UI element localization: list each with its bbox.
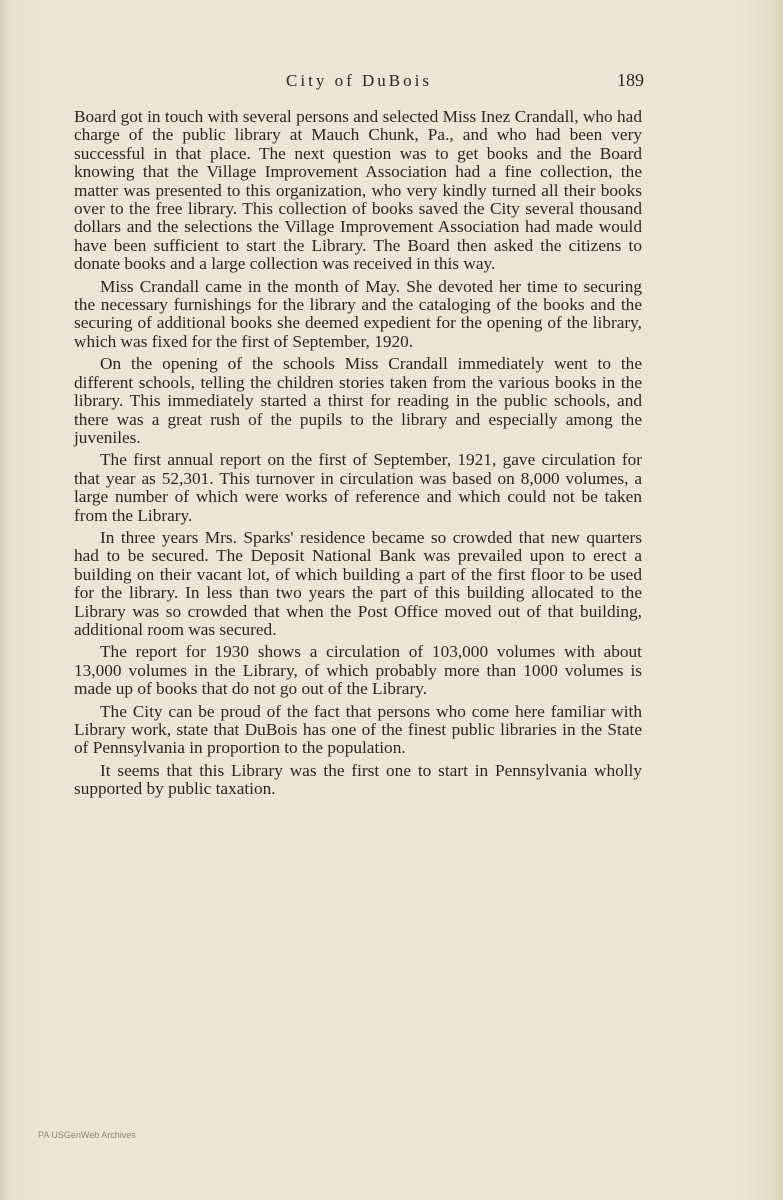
archive-watermark: PA USGenWeb Archives xyxy=(38,1130,136,1140)
paragraph: The City can be proud of the fact that persons who come here familiar with Library work, state that DuBois has one of the finest public libraries in the State of Pennsylvania in proportion to the population. xyxy=(74,701,642,758)
body-text xyxy=(74,108,642,803)
paragraph: On the opening of the schools Miss Crandall immediately went to the different schools, telling the children stories taken from the various books in the library. This immediately started a thirst for reading in the public schools, and there was a great rush of the pupils to the library and especially among the juveniles. xyxy=(74,354,642,447)
running-title: City of DuBois xyxy=(286,71,432,90)
paragraph: Miss Crandall came in the month of May. She devoted her time to securing the necessary furnishings for the library and the cataloging of the books and the securing of additional books she deemed expedient for the opening of the library, which was fixed for the first of September, 1920. xyxy=(74,276,642,351)
paragraph: It seems that this Library was the first one to start in Pennsylvania wholly supported by public taxation. xyxy=(74,760,642,799)
paragraph: Board got in touch with several persons and selected Miss Inez Crandall, who had charge of the public library at Mauch Chunk, Pa., and who had been very successful in that place. The next question was to get books and the Board knowing that the Village Improvement Association had a fine collection, the matter was presented to this organization, who very kindly turned all their books over to the free library. This collection of books saved the City several thousand dollars and the selections the Village Improvement Association had made would have been sufficient to start the Library. The Board then asked the citizens to donate books and a large collection was received in this way. xyxy=(74,107,642,274)
paragraph: The report for 1930 shows a circulation of 103,000 volumes with about 13,000 volumes in the Library, of which probably more than 1000 volumes is made up of books that do not go out of the Library. xyxy=(74,642,642,699)
paragraph: The first annual report on the first of September, 1921, gave circulation for that year as 52,301. This turnover in circulation was based on 8,000 volumes, a large number of which were works of reference and which could not be taken from the Library. xyxy=(74,450,642,525)
paragraph: In three years Mrs. Sparks' residence became so crowded that new quarters had to be secured. The Deposit National Bank was prevailed upon to erect a building on their vacant lot, of which building a part of the first floor to be used for the library. In less than two years the part of this building allocated to the Library was so crowded that when the Post Office moved out of that building, additional room was secured. xyxy=(74,527,642,639)
running-header xyxy=(74,68,644,96)
page-number: 189 xyxy=(617,70,644,90)
